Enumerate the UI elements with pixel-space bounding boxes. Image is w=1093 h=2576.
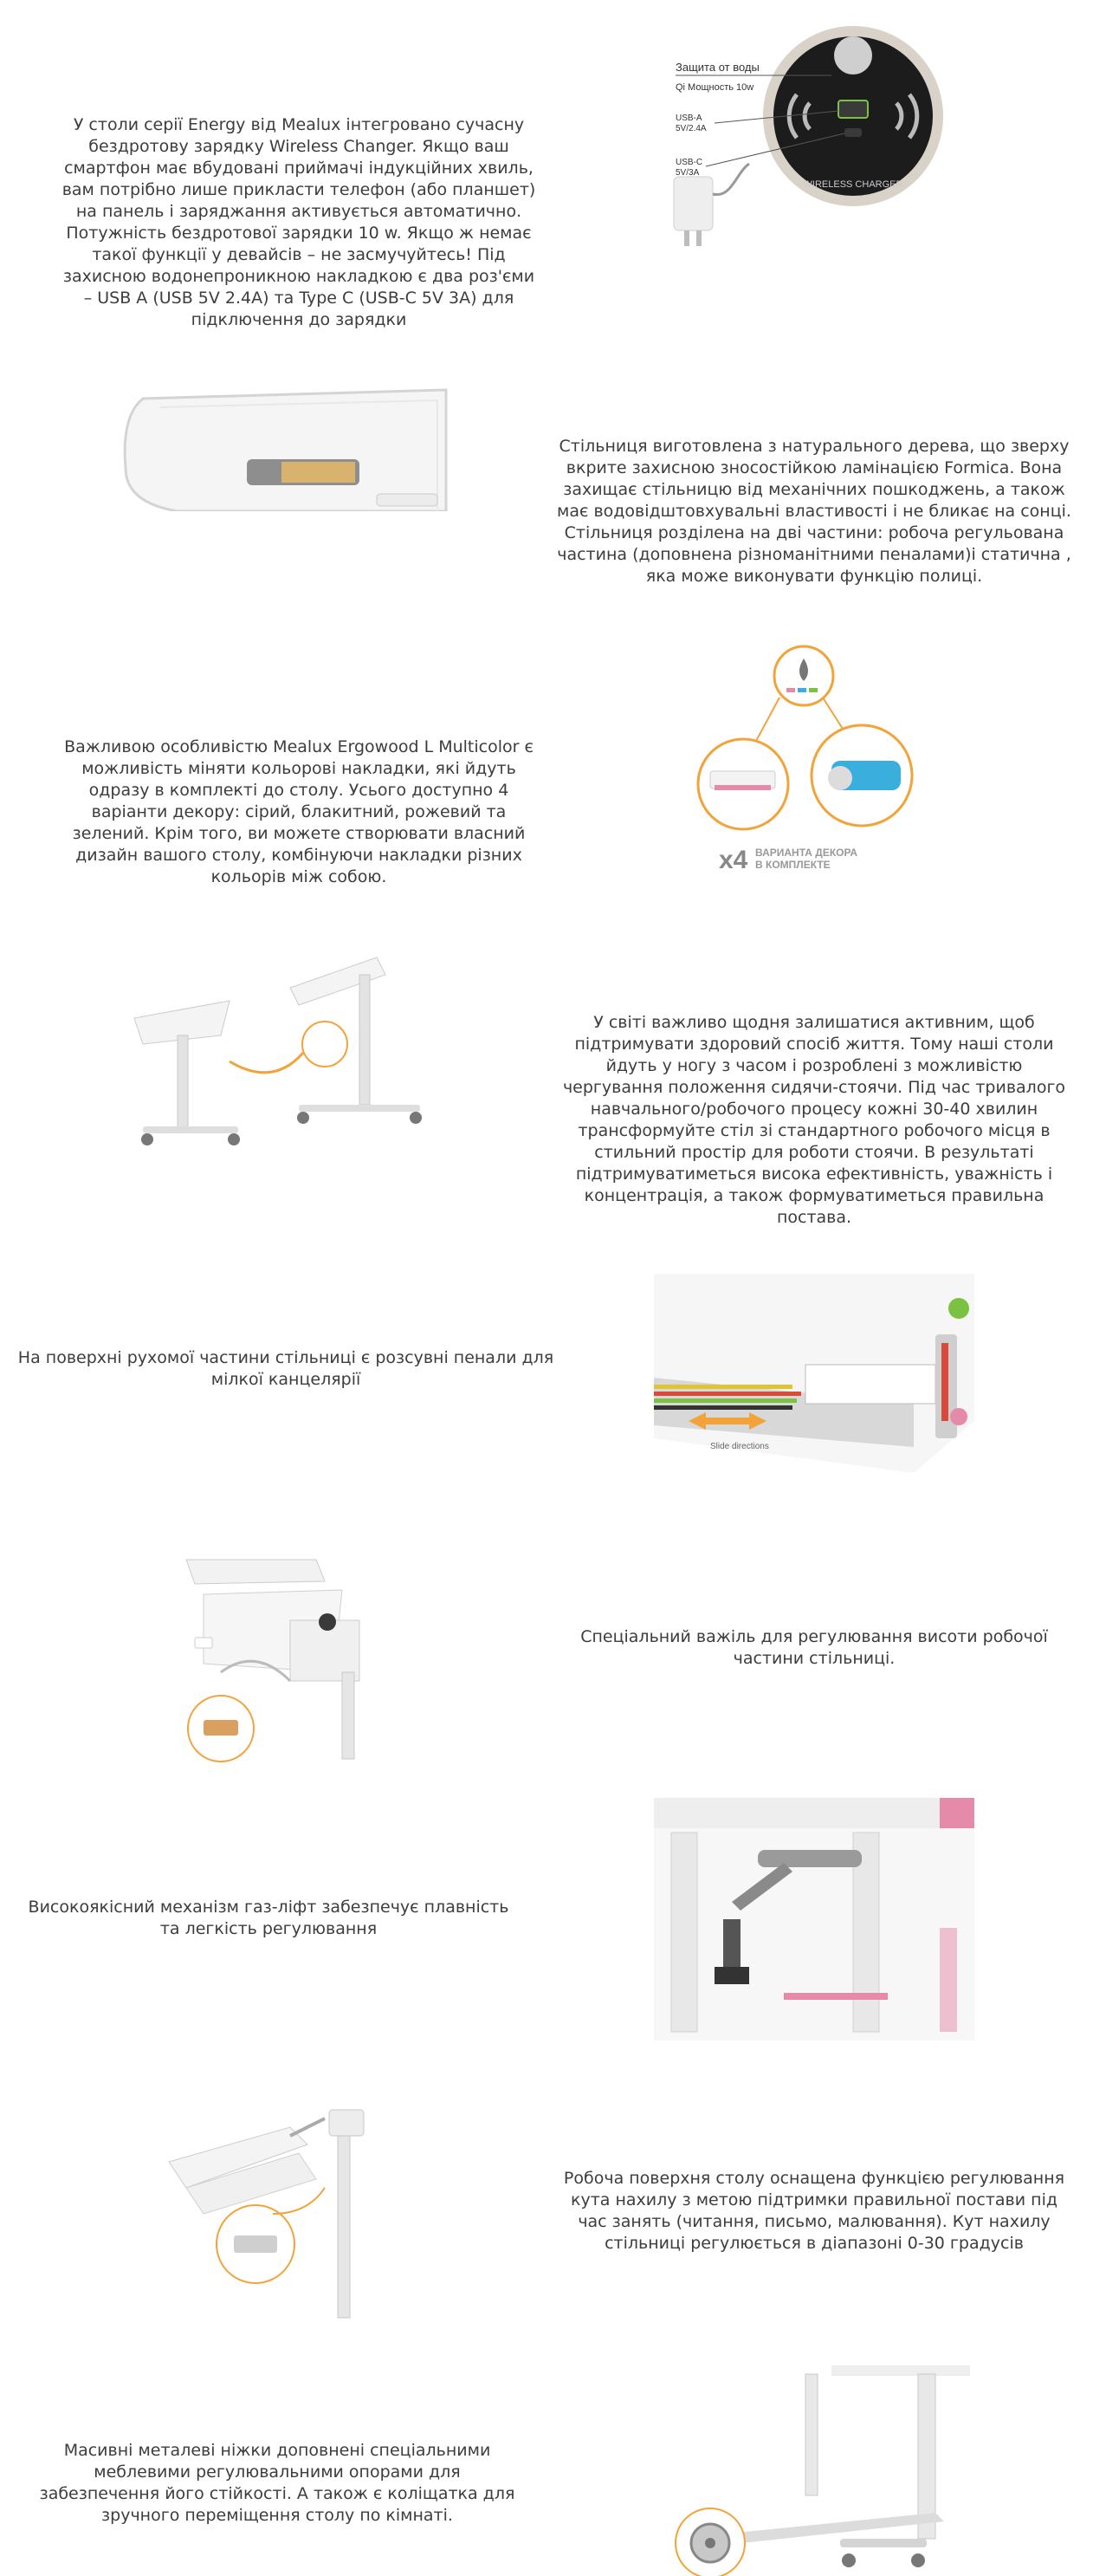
section-tabletop <box>0 277 1093 607</box>
svg-text:5V/3A: 5V/3A <box>676 168 700 178</box>
section-text: Важливою особливістю Mealux Ergowood L Multicolor є можливість міняти кольорові накладки, які йдуть одразу в комплекті до столу. Усього доступно 4 варіанти декору: сірий, блакитний, рожевий та зелений. Крім того, ви можете створювати власний дизайн вашого столу, комбінуючи накладки різних кольорів між собою. <box>64 737 534 886</box>
section-gas-lift <box>0 1768 1093 2054</box>
section-height-lever <box>0 1508 1093 1768</box>
section-text: Високоякісний механізм газ-ліфт забезпечує плавність та легкість регулювання <box>28 1898 509 1938</box>
section-text: Спеціальний важіль для регулювання висоти робочої частини стільниці. <box>580 1627 1048 1668</box>
section-wireless-charger <box>0 0 1093 329</box>
pencil-cases-image <box>654 1274 974 1495</box>
sit-stand-image <box>126 940 437 1157</box>
section-text: Масивні металеві ніжки доповнені спеціальними меблевими регулювальними опорами для забезпечення його стійкості. А також є коліщатка для зручного переміщення столу по кімнаті. <box>39 2441 515 2525</box>
legs-image <box>658 2365 970 2576</box>
section-text: У столи серії Energy від Mealux інтегровано сучасну бездротову зарядку Wireless Changer. Якщо ваш смартфон має вбудовані приймачі індукційних хвиль, вам потрібно лише прикласти телефон (або планшет) на панель і заряджання активується автоматично. Потужність бездротової зарядки 10 w. Якщо ж немає такої функції у девайсів – не засмучуйтесь! Під захисною водонепроникною накладкою є два роз'єми – USB A (USB 5V 2.4A) та Type C (USB-C 5V 3A) для підключення до зарядки <box>61 115 536 329</box>
height-lever-image <box>169 1542 416 1768</box>
section-text: У світі важливо щодня залишатися активним, щоб підтримувати здоровий спосіб життя. Тому наші столи йдуть у ногу з часом і розроблені з можливістю чергування положення сидячи-стоячи. Під час тривалого навчального/робочого процесу кожні 30-40 хвилин трансформуйте стіл зі стандартного робочого місця в стильний простір для роботи стоячи. В результаті підтримуватиметься висока ефективність, уважність і концентрація, а також формуватиметься правильна постава. <box>562 1013 1066 1227</box>
tabletop-image <box>108 381 455 511</box>
tilt-image <box>160 2093 420 2326</box>
section-text: Стільниця виготовлена з натурального дерева, що зверху вкрите захисною зносостійкою ламінацією Formica. Вона захищає стільницю від механічних пошкоджень, а також має водовідштовхувальні властивості і не бликає на сонці. Стільниця розділена на дві частини: робоча регульована частина (доповнена різноманітними пеналами)і статична , яка може виконувати функцію полиці. <box>557 437 1071 586</box>
svg-text:USB-A: USB-A <box>676 114 702 123</box>
ring-text: WIRELESS CHARGER <box>803 179 903 190</box>
section-decor <box>0 607 1093 901</box>
gas-lift-image <box>654 1798 974 2041</box>
section-sit-stand <box>0 901 1093 1265</box>
x4-text: x4 <box>719 846 748 874</box>
svg-text:5V/2.4A: 5V/2.4A <box>676 124 707 133</box>
section-legs <box>0 2331 1093 2576</box>
section-tilt <box>0 2054 1093 2331</box>
section-text: Робоча поверхня столу оснащена функцією регулювання кута нахилу з метою підтримки правильної постави під час занять (читання, письмо, малювання). Кут нахилу стільниці регулюється в діапазоні 0-30 градусів <box>563 2169 1065 2253</box>
wireless-charger-image <box>667 21 961 260</box>
section-pencil-cases <box>0 1265 1093 1508</box>
decor-image <box>693 633 935 884</box>
decor-caption-1: ВАРИАНТА ДЕКОРА <box>755 847 858 859</box>
label-qi: Qi Мощность 10w <box>676 82 754 93</box>
label-water: Защита от воды <box>676 61 760 74</box>
slide-label: Slide directions <box>710 1442 769 1451</box>
decor-caption-2: В КОМПЛЕКТЕ <box>755 859 831 871</box>
section-text: На поверхні рухомої частини стільниці є розсувні пенали для мілкої канцелярії <box>17 1348 554 1389</box>
svg-text:USB-C: USB-C <box>676 158 703 167</box>
